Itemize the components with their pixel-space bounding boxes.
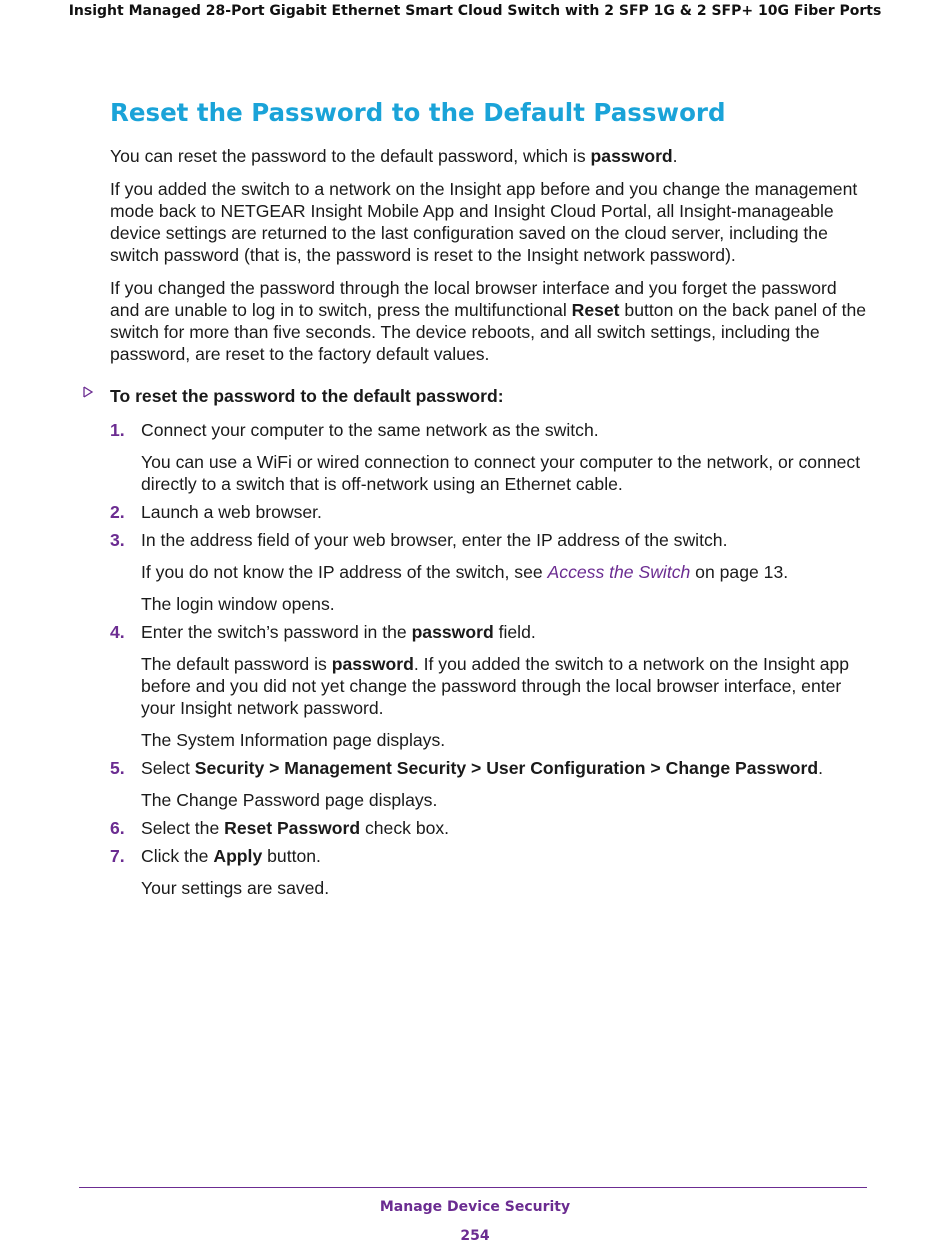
task-heading: To reset the password to the default password: bbox=[110, 385, 870, 407]
step-2: 2. Launch a web browser. bbox=[110, 502, 322, 522]
step-number: 2. bbox=[110, 502, 125, 522]
step-7: 7. Click the Apply button. Your settings are saved. bbox=[110, 845, 870, 899]
step-number: 7. bbox=[110, 846, 125, 866]
page-header: Insight Managed 28-Port Gigabit Ethernet Smart Cloud Switch with 2 SFP 1G & 2 SFP+ 10G Fiber Ports bbox=[68, 3, 882, 19]
menu-path: Select Security > Management Security > User Configuration > Change Password. bbox=[141, 758, 824, 778]
step-result: The System Information page displays. bbox=[141, 730, 446, 750]
intro-paragraph-3: If you changed the password through the local browser interface and you forget the password and are unable to log in to switch, press the multifunctional Reset button on the back panel of the switch for more than five seconds. The device reboots, and all switch settings, including the password, are reset to the factory default values. bbox=[110, 278, 867, 364]
footer-divider bbox=[79, 1187, 867, 1188]
step-3: 3. In the address field of your web browser, enter the IP address of the switch. If you do not know the IP address of the switch, see Access the Switch on page 13. The login window opens. bbox=[110, 529, 870, 615]
step-note: If you do not know the IP address of the switch, see Access the Switch on page 13. bbox=[141, 562, 789, 582]
page-number: 254 bbox=[460, 1228, 490, 1244]
step-note: You can use a WiFi or wired connection to connect your computer to the network, or connect directly to a switch that is off-network using an Ethernet cable. bbox=[141, 452, 861, 494]
arrow-right-icon bbox=[82, 386, 94, 398]
intro-paragraph-1: You can reset the password to the default password, which is password. bbox=[110, 146, 678, 166]
step-5 bbox=[110, 757, 870, 811]
step-4: 4. Enter the switch’s password in the password field. The default password is password. If you added the switch to a network on the Insight app before and you did not yet change the password through the local browser interface, enter your Insight network password. The System Information page displays. bbox=[110, 621, 870, 751]
access-the-switch-link[interactable]: Access the Switch bbox=[547, 562, 691, 582]
step-number: 3. bbox=[110, 530, 125, 550]
step-result: Your settings are saved. bbox=[141, 878, 330, 898]
step-1: 1. Connect your computer to the same network as the switch. You can use a WiFi or wired connection to connect your computer to the network, or connect directly to a switch that is off-network using an Ethernet cable. bbox=[110, 419, 870, 495]
main-content bbox=[110, 145, 870, 905]
step-number: 4. bbox=[110, 622, 125, 642]
step-result: The login window opens. bbox=[141, 594, 335, 614]
step-6: 6. Select the Reset Password check box. bbox=[110, 818, 450, 838]
step-number: 1. bbox=[110, 420, 125, 440]
step-note: The default password is password. If you added the switch to a network on the Insight app before and you did not yet change the password through the local browser interface, enter your Insight network password. bbox=[141, 654, 850, 718]
step-result: The Change Password page displays. bbox=[141, 790, 438, 810]
step-number: 6. bbox=[110, 818, 125, 838]
footer-section-title: Manage Device Security bbox=[379, 1199, 571, 1215]
intro-paragraph-2: If you added the switch to a network on the Insight app before and you change the management mode back to NETGEAR Insight Mobile App and Insight Cloud Portal, all Insight-manageable device settings are returned to the last configuration saved on the cloud server, including the switch password (that is, the password is reset to the Insight network password). bbox=[110, 179, 858, 265]
section-title: Reset the Password to the Default Password bbox=[110, 98, 726, 127]
step-number: 5. bbox=[110, 758, 125, 778]
steps-list bbox=[110, 419, 870, 899]
